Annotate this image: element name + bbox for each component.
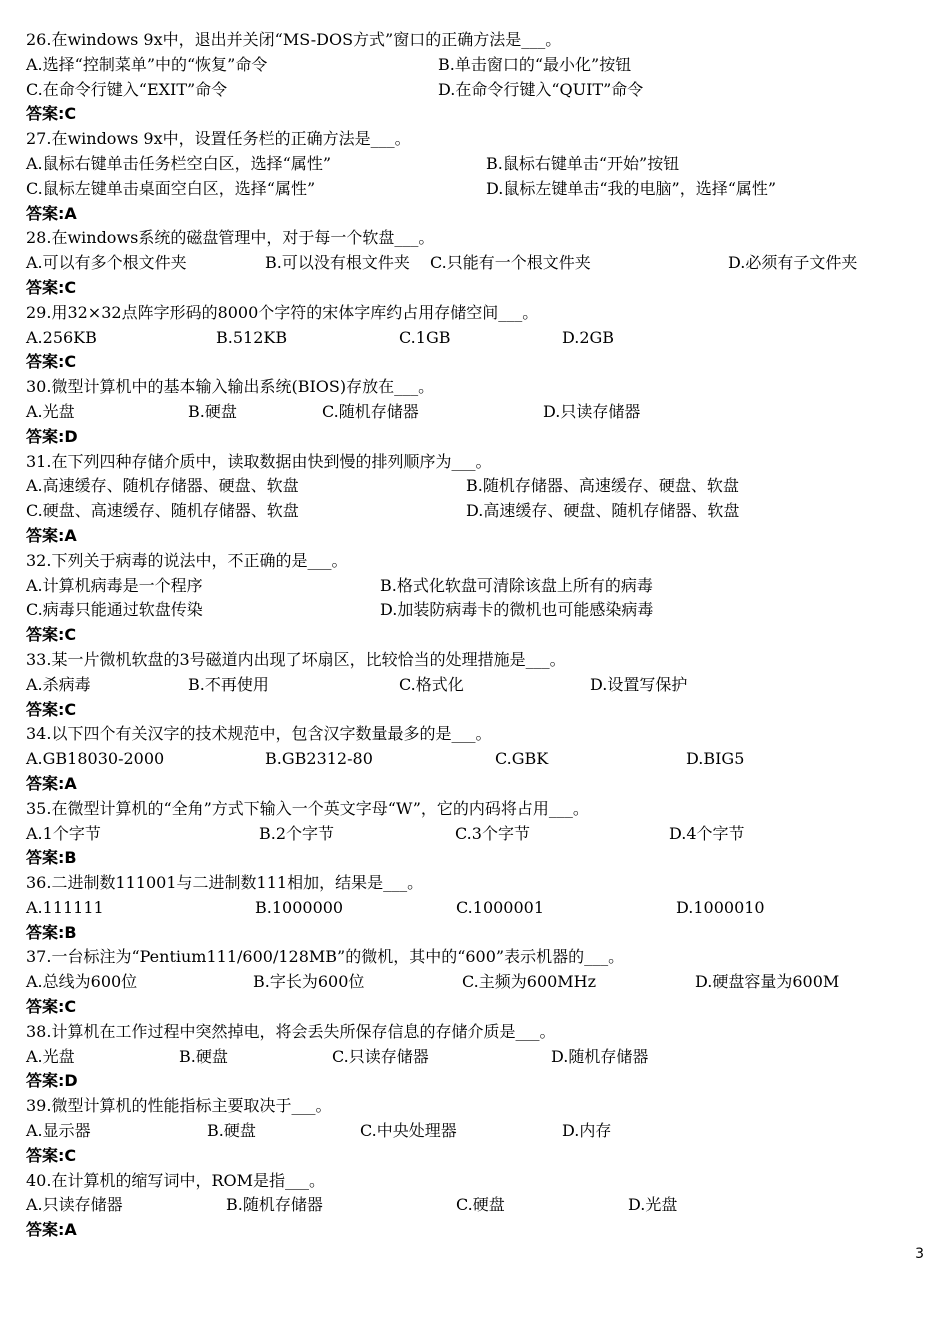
option-row [26,78,926,103]
option: C.硬盘 [456,1195,505,1215]
option: A.111111 [26,897,104,917]
option: D.在命令行键入“QUIT”命令 [438,79,644,99]
answer: 答案:A [26,525,77,545]
option: B.不再使用 [188,674,269,694]
question-stem: 32.下列关于病毒的说法中，不正确的是___。 [26,550,348,570]
option: B.字长为600位 [253,972,365,992]
option: A.光盘 [26,401,75,421]
option: C.格式化 [399,674,464,694]
option: D.4个字节 [669,823,745,843]
question-stem: 31.在下列四种存储介质中，读取数据由快到慢的排列顺序为___。 [26,451,492,471]
option: A.鼠标右键单击任务栏空白区，选择“属性” [26,153,332,173]
option-row [26,251,926,276]
option: B.随机存储器 [226,1195,323,1215]
option: A.计算机病毒是一个程序 [26,575,203,595]
option: C.鼠标左键单击桌面空白区，选择“属性” [26,178,316,198]
option-row [26,598,926,623]
option: B.硬盘 [179,1046,228,1066]
option: C.随机存储器 [322,401,419,421]
option: C.只读存储器 [332,1046,429,1066]
question-stem: 40.在计算机的缩写词中，ROM是指___。 [26,1170,325,1190]
question-stem: 26.在windows 9x中，退出并关闭“MS-DOS方式”窗口的正确方法是___。 [26,30,562,49]
option: B.硬盘 [188,401,237,421]
question-stem: 38.计算机在工作过程中突然掉电，将会丢失所保存信息的存储介质是___。 [26,1021,556,1041]
option: D.鼠标左键单击“我的电脑”，选择“属性” [486,178,777,198]
option: C.1000001 [456,897,545,917]
answer: 答案:A [26,1220,77,1240]
option-row [26,1193,926,1218]
option: A.256KB [26,327,97,347]
option: A.总线为600位 [26,972,138,992]
option: D.设置写保护 [590,674,688,694]
option: A.GB18030-2000 [26,749,165,769]
option: C.硬盘、高速缓存、随机存储器、软盘 [26,501,299,521]
answer: 答案:B [26,922,77,942]
option-row [26,822,926,847]
option-row [26,747,926,772]
option-row [26,152,926,177]
question-list [26,28,926,1243]
option: D.2GB [562,327,615,347]
option: C.1GB [399,327,451,347]
option: D.高速缓存、硬盘、随机存储器、软盘 [466,501,740,521]
answer: 答案:C [26,1145,77,1165]
option: D.随机存储器 [551,1046,649,1066]
option: A.1个字节 [26,823,101,843]
option: D.1000010 [676,897,765,917]
option-row [26,1119,926,1144]
question-stem: 35.在微型计算机的“全角”方式下输入一个英文字母“W”，它的内码将占用___。 [26,798,589,818]
option: D.光盘 [628,1195,678,1215]
option: A.可以有多个根文件夹 [26,253,187,273]
option: C.中央处理器 [360,1121,457,1141]
option-row [26,499,926,524]
question-stem: 30.微型计算机中的基本输入输出系统(BIOS)存放在___。 [26,377,435,397]
answer: 答案:C [26,699,77,719]
option: D.加装防病毒卡的微机也可能感染病毒 [380,600,654,620]
option: A.高速缓存、随机存储器、硬盘、软盘 [26,476,299,496]
option: C.病毒只能通过软盘传染 [26,600,203,620]
option-row [26,326,926,351]
question-stem: 36.二进制数111001与二进制数111相加，结果是___。 [26,873,424,893]
option: D.BIG5 [686,749,745,769]
option-row [26,1045,926,1070]
option: A.选择“控制菜单”中的“恢复”命令 [26,54,268,74]
page-number: 3 [915,1246,924,1262]
question-stem: 33.某一片微机软盘的3号磁道内出现了坏扇区，比较恰当的处理措施是___。 [26,649,566,669]
option: D.硬盘容量为600M [695,972,840,992]
option: A.显示器 [26,1121,91,1141]
question-stem: 37.一台标注为“Pentium111/600/128MB”的微机，其中的“600”表示机器的___。 [26,947,625,967]
answer: 答案:C [26,997,77,1017]
answer: 答案:A [26,773,77,793]
option: D.必须有子文件夹 [728,253,858,273]
answer: 答案:D [26,426,78,446]
option: C.只能有一个根文件夹 [430,253,591,273]
option: B.硬盘 [207,1121,256,1141]
answer: 答案:C [26,625,77,645]
question-stem: 34.以下四个有关汉字的技术规范中，包含汉字数量最多的是___。 [26,724,492,744]
question-stem: 27.在windows 9x中，设置任务栏的正确方法是___。 [26,129,411,149]
option-row [26,574,926,599]
option: B.GB2312-80 [265,749,373,769]
answer: 答案:A [26,203,77,223]
option: C.3个字节 [455,823,530,843]
option: A.只读存储器 [26,1195,123,1215]
option: B.格式化软盘可清除该盘上所有的病毒 [380,575,653,595]
option: B.1000000 [255,897,344,917]
option-row [26,673,926,698]
option: B.单击窗口的“最小化”按钮 [438,54,632,74]
option-row [26,53,926,78]
option: D.内存 [562,1121,612,1141]
question-stem: 29.用32×32点阵字形码的8000个字符的宋体字库约占用存储空间___。 [26,302,539,322]
option-row [26,400,926,425]
option: A.光盘 [26,1046,75,1066]
answer: 答案:C [26,104,77,124]
option-row [26,474,926,499]
option: B.鼠标右键单击“开始”按钮 [486,153,680,173]
question-stem: 28.在windows系统的磁盘管理中，对于每一个软盘___。 [26,228,435,248]
option-row [26,896,926,921]
option: B.可以没有根文件夹 [265,253,410,273]
option-row [26,970,926,995]
option: C.主频为600MHz [462,972,597,992]
question-stem: 39.微型计算机的性能指标主要取决于___。 [26,1096,332,1116]
option: A.杀病毒 [26,674,91,694]
option: B.随机存储器、高速缓存、硬盘、软盘 [466,476,739,496]
answer: 答案:C [26,352,77,372]
option: B.2个字节 [259,823,335,843]
option: B.512KB [216,327,288,347]
option: D.只读存储器 [543,401,641,421]
answer: 答案:D [26,1071,78,1091]
option: C.在命令行键入“EXIT”命令 [26,79,228,99]
option: C.GBK [495,749,549,769]
answer: 答案:C [26,277,77,297]
answer: 答案:B [26,848,77,868]
option-row [26,177,926,202]
